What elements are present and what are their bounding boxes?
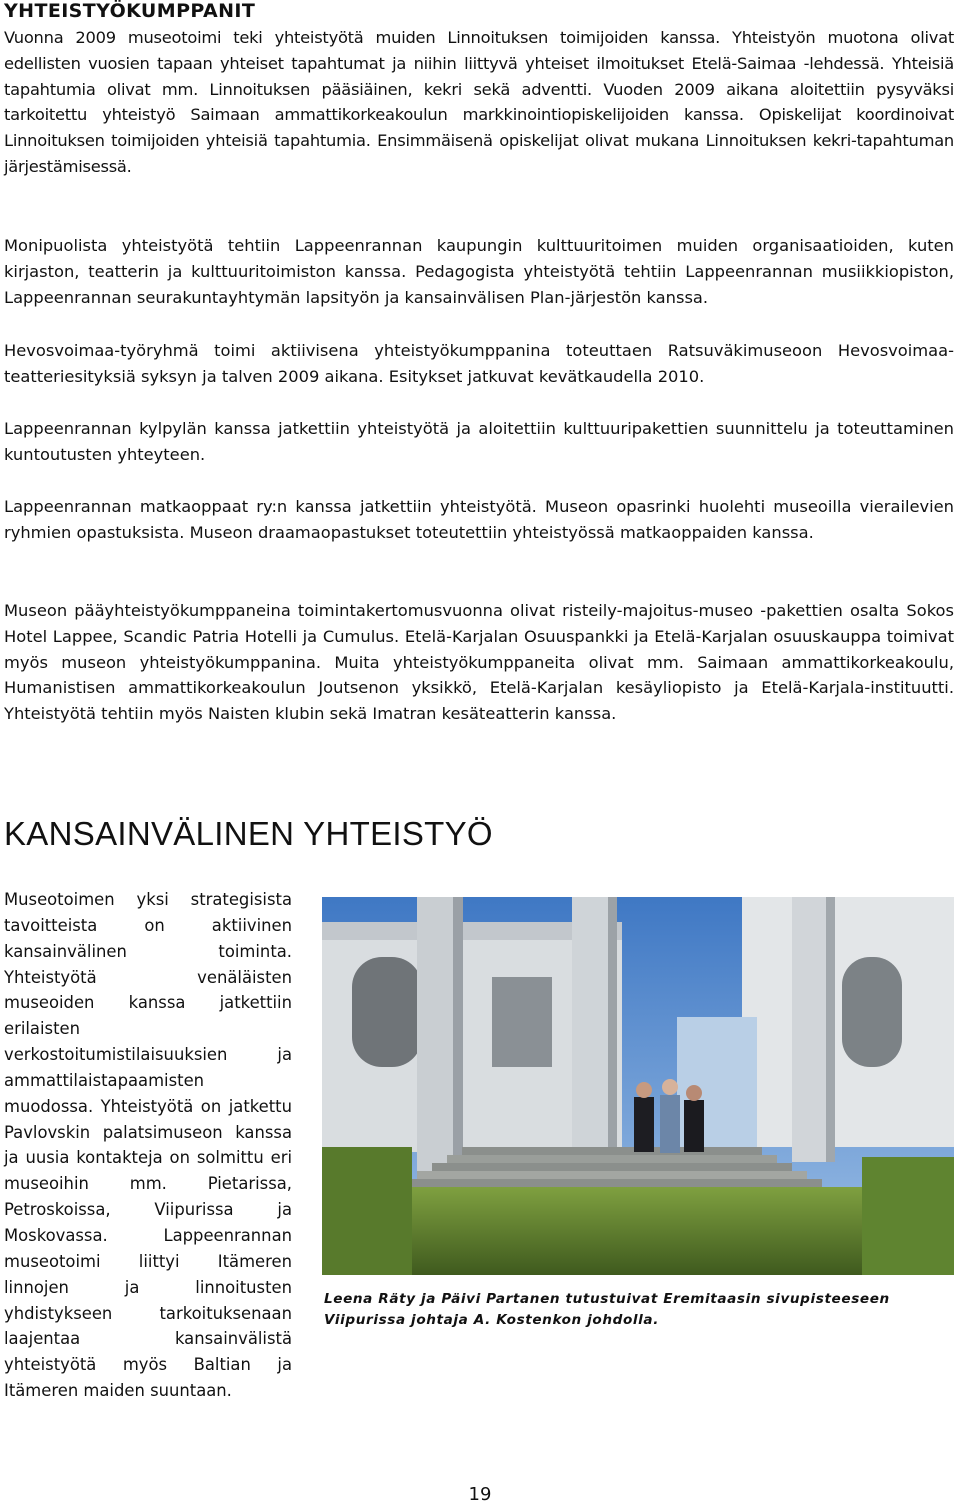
paragraph-international: Museotoimen yksi strategisista tavoitteista on aktiivinen kansainvälinen toiminta. Yhteistyötä venäläisten museoiden kanssa jatkettiin erilaisten verkostoitumistilaisuuksien ja ammattilaistapaamisten muodossa. Yhteistyötä on jatkettu Pavlovskin palatsimuseon kanssa ja uusia kontakteja on solmittu eri museoihin mm. Pietarissa, Petroskoissa, Viipurissa ja Moskovassa. Lappeenrannan museotoimi liittyi Itämeren linnojen ja linnoitusten yhdistykseen tarkoituksenaan laajentaa kansainvälistä yhteistyötä myös Baltian ja Itämeren maiden suuntaan.: [4, 890, 292, 1401]
page-number: 19: [468, 1484, 492, 1505]
paragraph-guides: Lappeenrannan matkaoppaat ry:n kanssa jatkettiin yhteistyötä. Museon opasrinki huolehti museoilla vierailevien ryhmien opastuksista. Museon draamaopastukset toteutettiin yhteistyössä matkaoppaiden kanssa.: [4, 497, 954, 542]
paragraph-events: Vuonna 2009 museotoimi teki yhteistyötä muiden Linnoituksen toimijoiden kanssa. Yhteistyön muotona olivat edellisten vuosien tapaan yhteiset tapahtumat ja niihin liittyvä yhteiset ilmoitukset Etelä-Saimaa -lehdessä. Yhteisiä tapahtumia olivat mm. Linnoituksen pääsiäinen, kekri sekä adventti. Vuoden 2009 aikana aloitettiin pysyväksi tarkoitettu yhteistyö Saimaan ammattikorkeakoulun markkinointiopiskelijoiden kanssa. Opiskelijat koordinoivat Linnoituksen toimijoiden yhteisiä tapahtumia. Ensimmäisenä opiskelijat olivat mukana Linnoituksen kekri-tapahtuman järjestämisessä.: [4, 28, 954, 176]
paragraph-culture: Monipuolista yhteistyötä tehtiin Lappeenrannan kaupungin kulttuuritoimen muiden organisaatioiden, kuten kirjaston, teatterin ja kulttuuritoimiston kanssa. Pedagogista yhteistyötä tehtiin Lappeenrannan musiikkiopiston, Lappeenrannan seurakuntayhtymän lapsityön ja kansainvälisen Plan-järjestön kanssa.: [4, 236, 954, 307]
paragraph-hevosvoimaa: Hevosvoimaa-työryhmä toimi aktiivisena yhteistyökumppanina toteuttaen Ratsuväkimuseoon Hevosvoimaa-teatteriesityksiä syksyn ja talven 2009 aikana. Esitykset jatkuvat kevätkaudella 2010.: [4, 341, 954, 386]
section-heading-international: KANSAINVÄLINEN YHTEISTYÖ: [4, 815, 493, 852]
photo-eremitage-viipuri: [322, 897, 954, 1275]
paragraph-spa: Lappeenrannan kylpylän kanssa jatkettiin yhteistyötä ja aloitettiin kulttuuripakettien suunnittelu ja toteuttaminen kuntoutusten yhteyteen.: [4, 419, 954, 464]
photo-caption: Leena Räty ja Päivi Partanen tutustuivat Eremitaasin sivupisteeseen Viipurissa johtaja A. Kostenkon johdolla.: [324, 1291, 890, 1328]
section-heading-partners: YHTEISTYÖKUMPPANIT: [4, 0, 256, 22]
paragraph-main-partners: Museon pääyhteistyökumppaneina toimintakertomusvuonna olivat risteily-majoitus-museo -pakettien osalta Sokos Hotel Lappee, Scandic Patria Hotelli ja Cumulus. Etelä-Karjalan Osuuspankki ja Etelä-Karjalan osuuskauppa toimivat myös museon yhteistyökumppanina. Muita yhteistyökumppaneita olivat mm. Saimaan ammattikorkeakoulu, Humanistisen ammattikorkeakoulun Joutsenon yksikkö, Etelä-Karjalan kesäyliopisto ja Etelä-Karjala-instituutti. Yhteistyötä tehtiin myös Naisten klubin sekä Imatran kesäteatterin kanssa.: [4, 601, 954, 724]
